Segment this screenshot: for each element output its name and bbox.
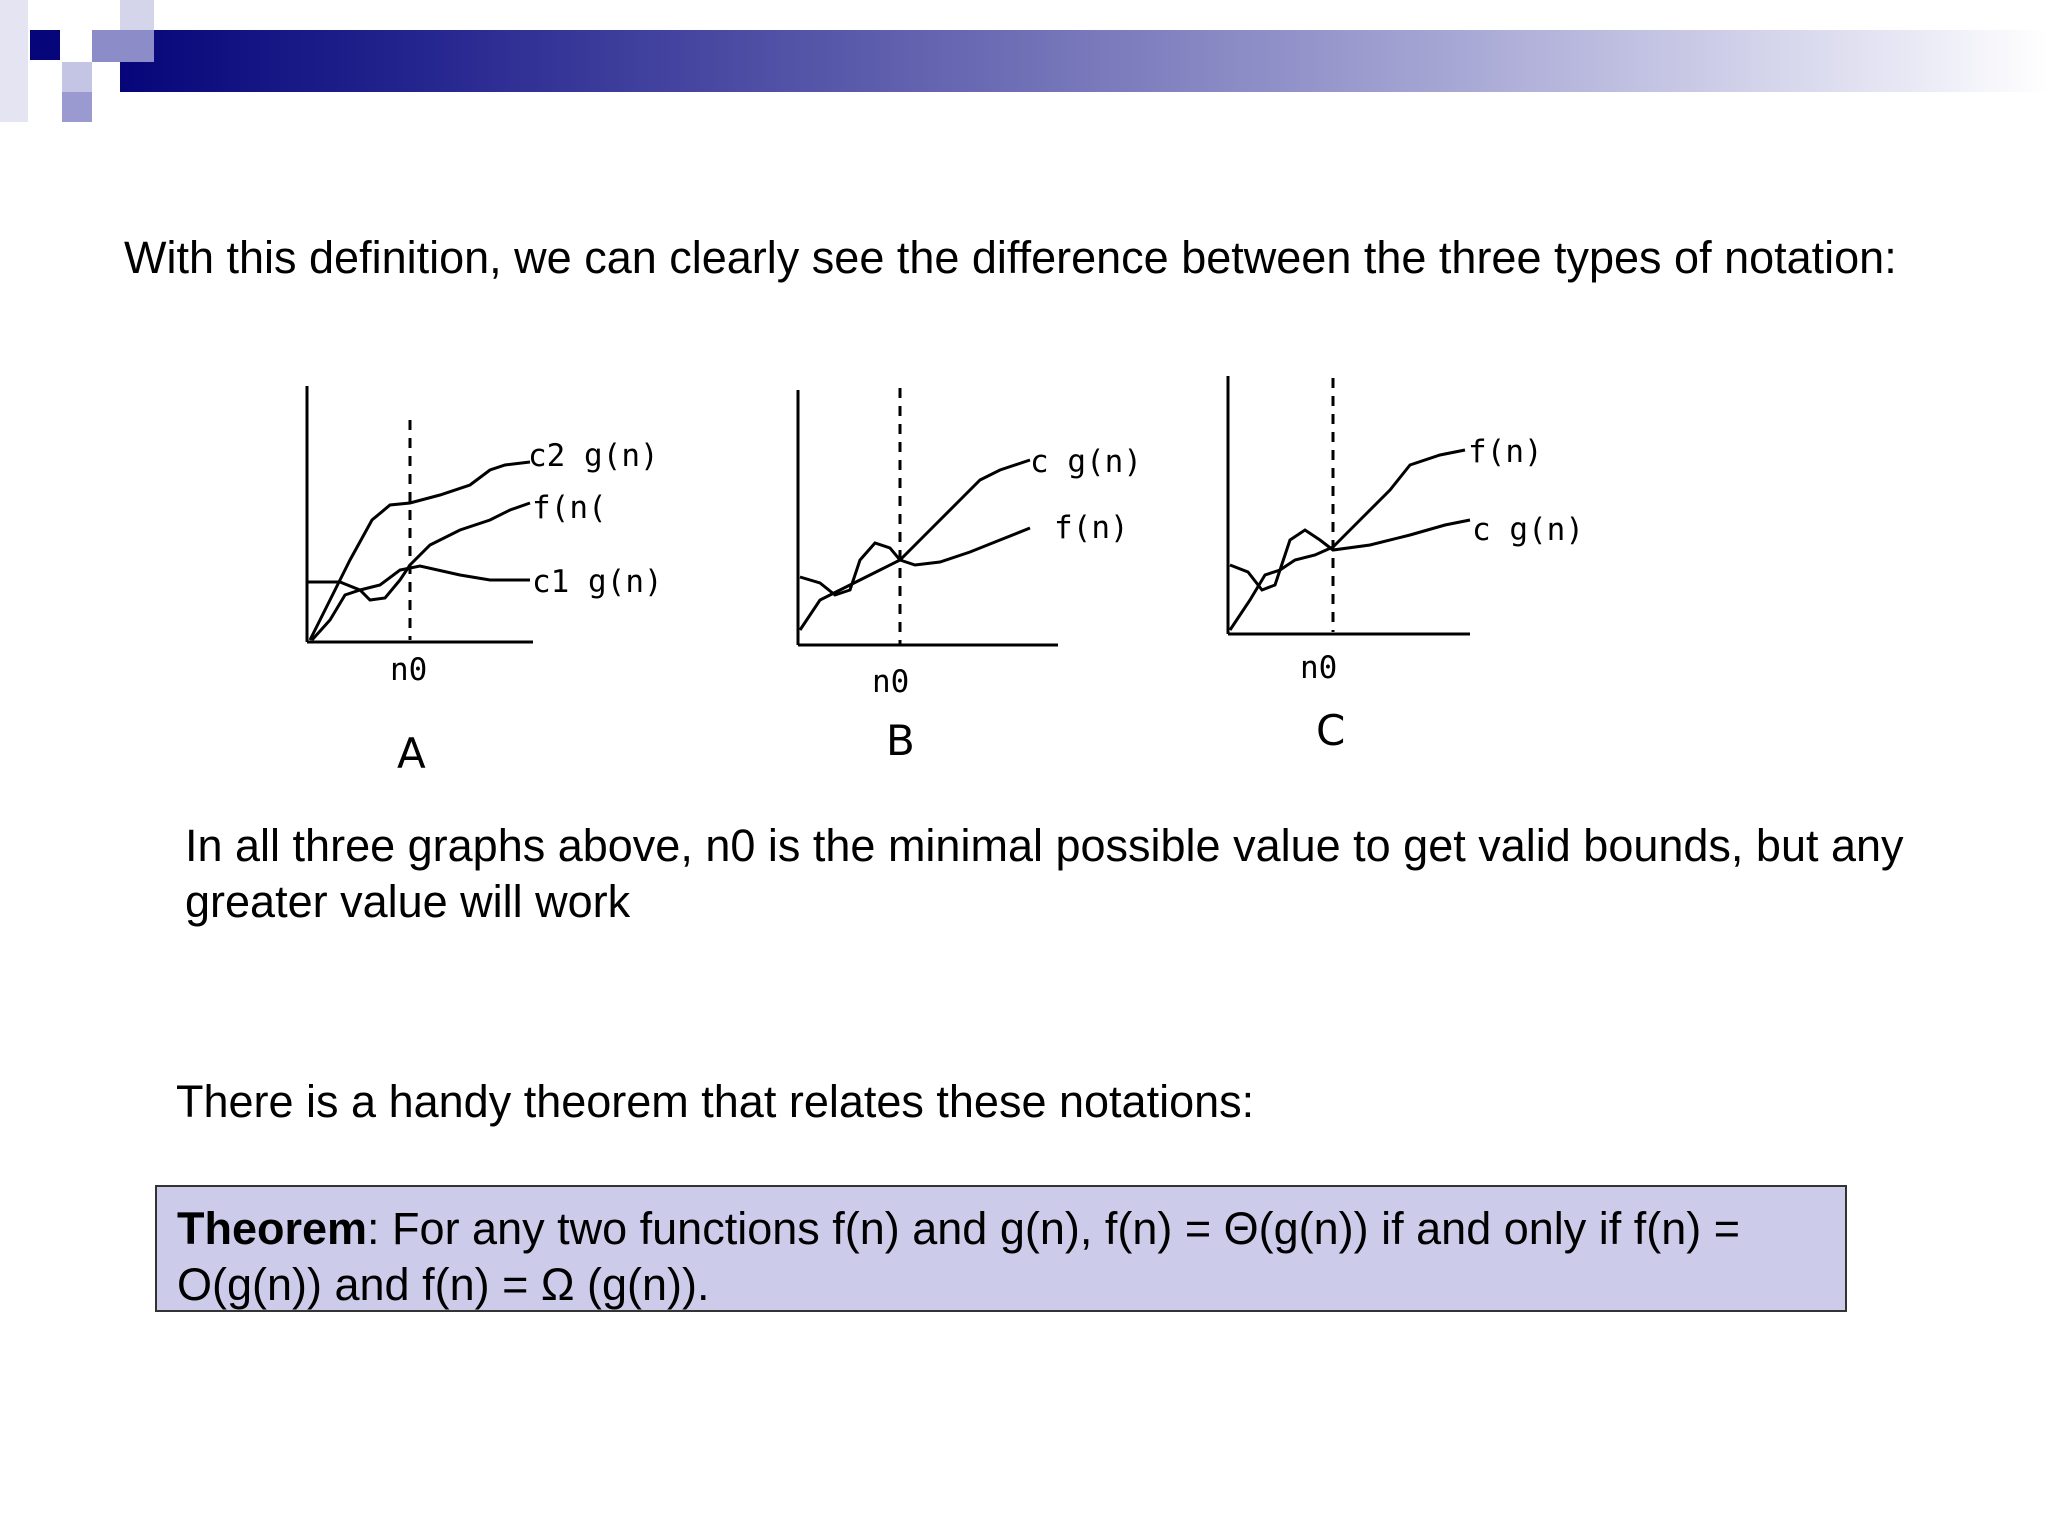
graph-a-n0-label: n0 [390, 652, 428, 688]
graph-a-c2g-curve [310, 462, 530, 640]
graph-c-n0-label: n0 [1300, 650, 1338, 686]
intro-text: With this definition, we can clearly see the difference between the three types of notation: [124, 232, 1897, 283]
graph-b-upper-label: c g(n) [1030, 444, 1142, 480]
graph-b-n0-label: n0 [872, 664, 910, 700]
graph-a-letter: A [397, 729, 426, 778]
graph-a-mid-label: f(n( [532, 490, 607, 526]
graph-b-lower-label: f(n) [1054, 510, 1129, 546]
handy-text: There is a handy theorem that relates these notations: [176, 1076, 1255, 1127]
graph-b-letter: B [886, 716, 915, 765]
graph-a [307, 386, 533, 642]
graph-c-lower-label: c g(n) [1472, 512, 1584, 548]
graph-b-cg-curve [800, 460, 1030, 630]
theorem-label: Theorem [177, 1203, 368, 1254]
graph-a-lower-label: c1 g(n) [532, 564, 663, 600]
graph-c-f-curve [1230, 450, 1465, 630]
graph-b-f-curve [800, 528, 1030, 595]
theorem-text: : For any two functions f(n) and g(n), f(n) = Θ(g(n)) if and only if f(n) = O(g(n)) and f(n) = Ω (g(n)). [177, 1203, 1741, 1310]
graph-c-upper-label: f(n) [1468, 434, 1543, 470]
graph-c-letter: C [1316, 706, 1346, 755]
note-text: In all three graphs above, n0 is the minimal possible value to get valid bounds, but any greater value will work [185, 820, 1904, 927]
graph-b [798, 388, 1058, 645]
theorem-box [155, 1185, 1847, 1312]
graph-c [1228, 376, 1470, 634]
graph-a-upper-label: c2 g(n) [528, 438, 659, 474]
